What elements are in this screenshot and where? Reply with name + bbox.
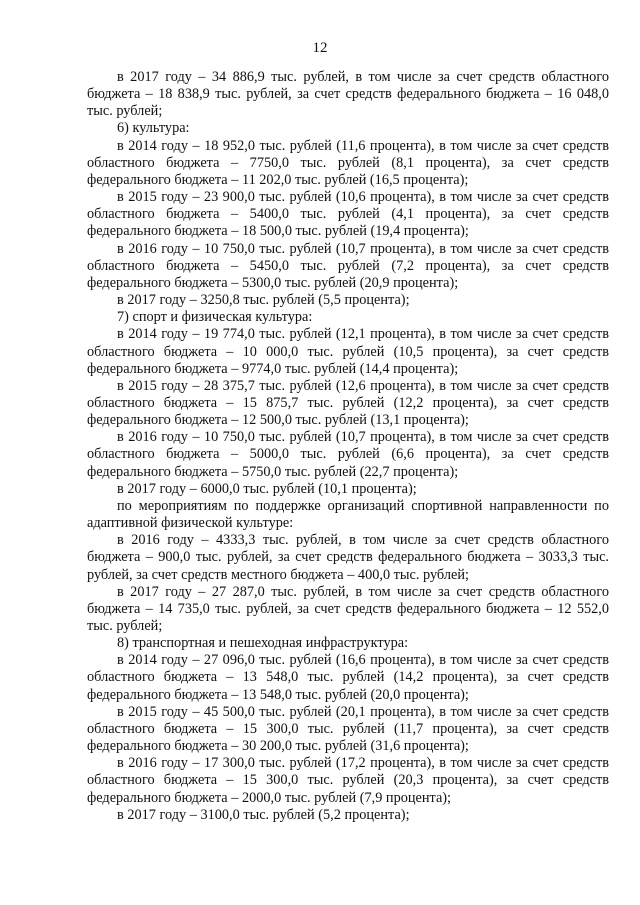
paragraph-sport-2015: в 2015 году – 28 375,7 тыс. рублей (12,6 процента), в том числе за счет средств областного бюджета – 15 875,7 тыс. рублей (12,2 процента), за счет средств федерального бюджета – 12 500,0 тыс. рублей (13,1 процента); bbox=[87, 377, 609, 429]
paragraph-transport-2017: в 2017 году – 3100,0 тыс. рублей (5,2 процента); bbox=[117, 806, 410, 823]
paragraph-culture-2017: в 2017 году – 3250,8 тыс. рублей (5,5 процента); bbox=[117, 292, 410, 309]
paragraph-adaptive-2017: в 2017 году – 27 287,0 тыс. рублей, в том числе за счет средств областного бюджета – 14 735,0 тыс. рублей, за счет средств федерального бюджета – 12 552,0 тыс. рублей; bbox=[87, 583, 609, 634]
paragraph-transport-2015: в 2015 году – 45 500,0 тыс. рублей (20,1 процента), в том числе за счет средств областного бюджета – 15 300,0 тыс. рублей (11,7 процента), за счет средств федерального бюджета – 30 200,0 тыс. рублей (31,6 процента); bbox=[87, 703, 609, 755]
document-body bbox=[87, 69, 609, 824]
paragraph-adaptive-2016: в 2016 году – 4333,3 тыс. рублей, в том числе за счет средств областного бюджета – 900,0 тыс. рублей, за счет средств федерального бюджета – 3033,3 тыс. рублей, за счет средств местного бюджета – 400,0 тыс. рублей; bbox=[87, 532, 609, 583]
section-heading-transport: 8) транспортная и пешеходная инфраструктура: bbox=[117, 635, 409, 652]
paragraph-2017-dev: в 2017 году – 34 886,9 тыс. рублей, в том числе за счет средств областного бюджета – 18 838,9 тыс. рублей, за счет средств федерального бюджета – 16 048,0 тыс. рублей; bbox=[87, 69, 609, 120]
paragraph-transport-2016: в 2016 году – 17 300,0 тыс. рублей (17,2 процента), в том числе за счет средств областного бюджета – 15 300,0 тыс. рублей (20,3 процента), за счет средств федерального бюджета – 2000,0 тыс. рублей (7,9 процента); bbox=[87, 755, 609, 806]
paragraph-transport-2014: в 2014 году – 27 096,0 тыс. рублей (16,6 процента), в том числе за счет средств областного бюджета – 13 548,0 тыс. рублей (14,2 процента), за счет средств федерального бюджета – 13 548,0 тыс. рублей (20,0 процента); bbox=[87, 652, 609, 703]
paragraph-adaptive-sport-heading: по мероприятиям по поддержке организаций спортивной направленности по адаптивной физической культуре: bbox=[87, 497, 609, 532]
paragraph-culture-2014: в 2014 году – 18 952,0 тыс. рублей (11,6 процента), в том числе за счет средств областного бюджета – 7750,0 тыс. рублей (8,1 процента), за счет средств федерального бюджета – 11 202,0 тыс. рублей (16,5 процента); bbox=[87, 137, 609, 188]
paragraph-culture-2015: в 2015 году – 23 900,0 тыс. рублей (10,6 процента), в том числе за счет средств областного бюджета – 5400,0 тыс. рублей (4,1 процента), за счет средств федерального бюджета – 18 500,0 тыс. рублей (19,4 процента); bbox=[87, 189, 609, 240]
paragraph-culture-2016: в 2016 году – 10 750,0 тыс. рублей (10,7 процента), в том числе за счет средств областного бюджета – 5450,0 тыс. рублей (7,2 процента), за счет средств федерального бюджета – 5300,0 тыс. рублей (20,9 процента); bbox=[87, 240, 609, 291]
section-heading-sport: 7) спорт и физическая культура: bbox=[117, 309, 313, 326]
paragraph-sport-2017: в 2017 году – 6000,0 тыс. рублей (10,1 процента); bbox=[117, 480, 417, 497]
section-heading-culture: 6) культура: bbox=[117, 120, 190, 137]
paragraph-sport-2016: в 2016 году – 10 750,0 тыс. рублей (10,7 процента), в том числе за счет средств областного бюджета – 5000,0 тыс. рублей (6,6 процента), за счет средств федерального бюджета – 5750,0 тыс. рублей (22,7 процента); bbox=[87, 429, 609, 480]
page-number: 12 bbox=[312, 40, 328, 56]
paragraph-sport-2014: в 2014 году – 19 774,0 тыс. рублей (12,1 процента), в том числе за счет средств областного бюджета – 10 000,0 тыс. рублей (10,5 процента), за счет средств федерального бюджета – 9774,0 тыс. рублей (14,4 процента); bbox=[87, 326, 609, 377]
